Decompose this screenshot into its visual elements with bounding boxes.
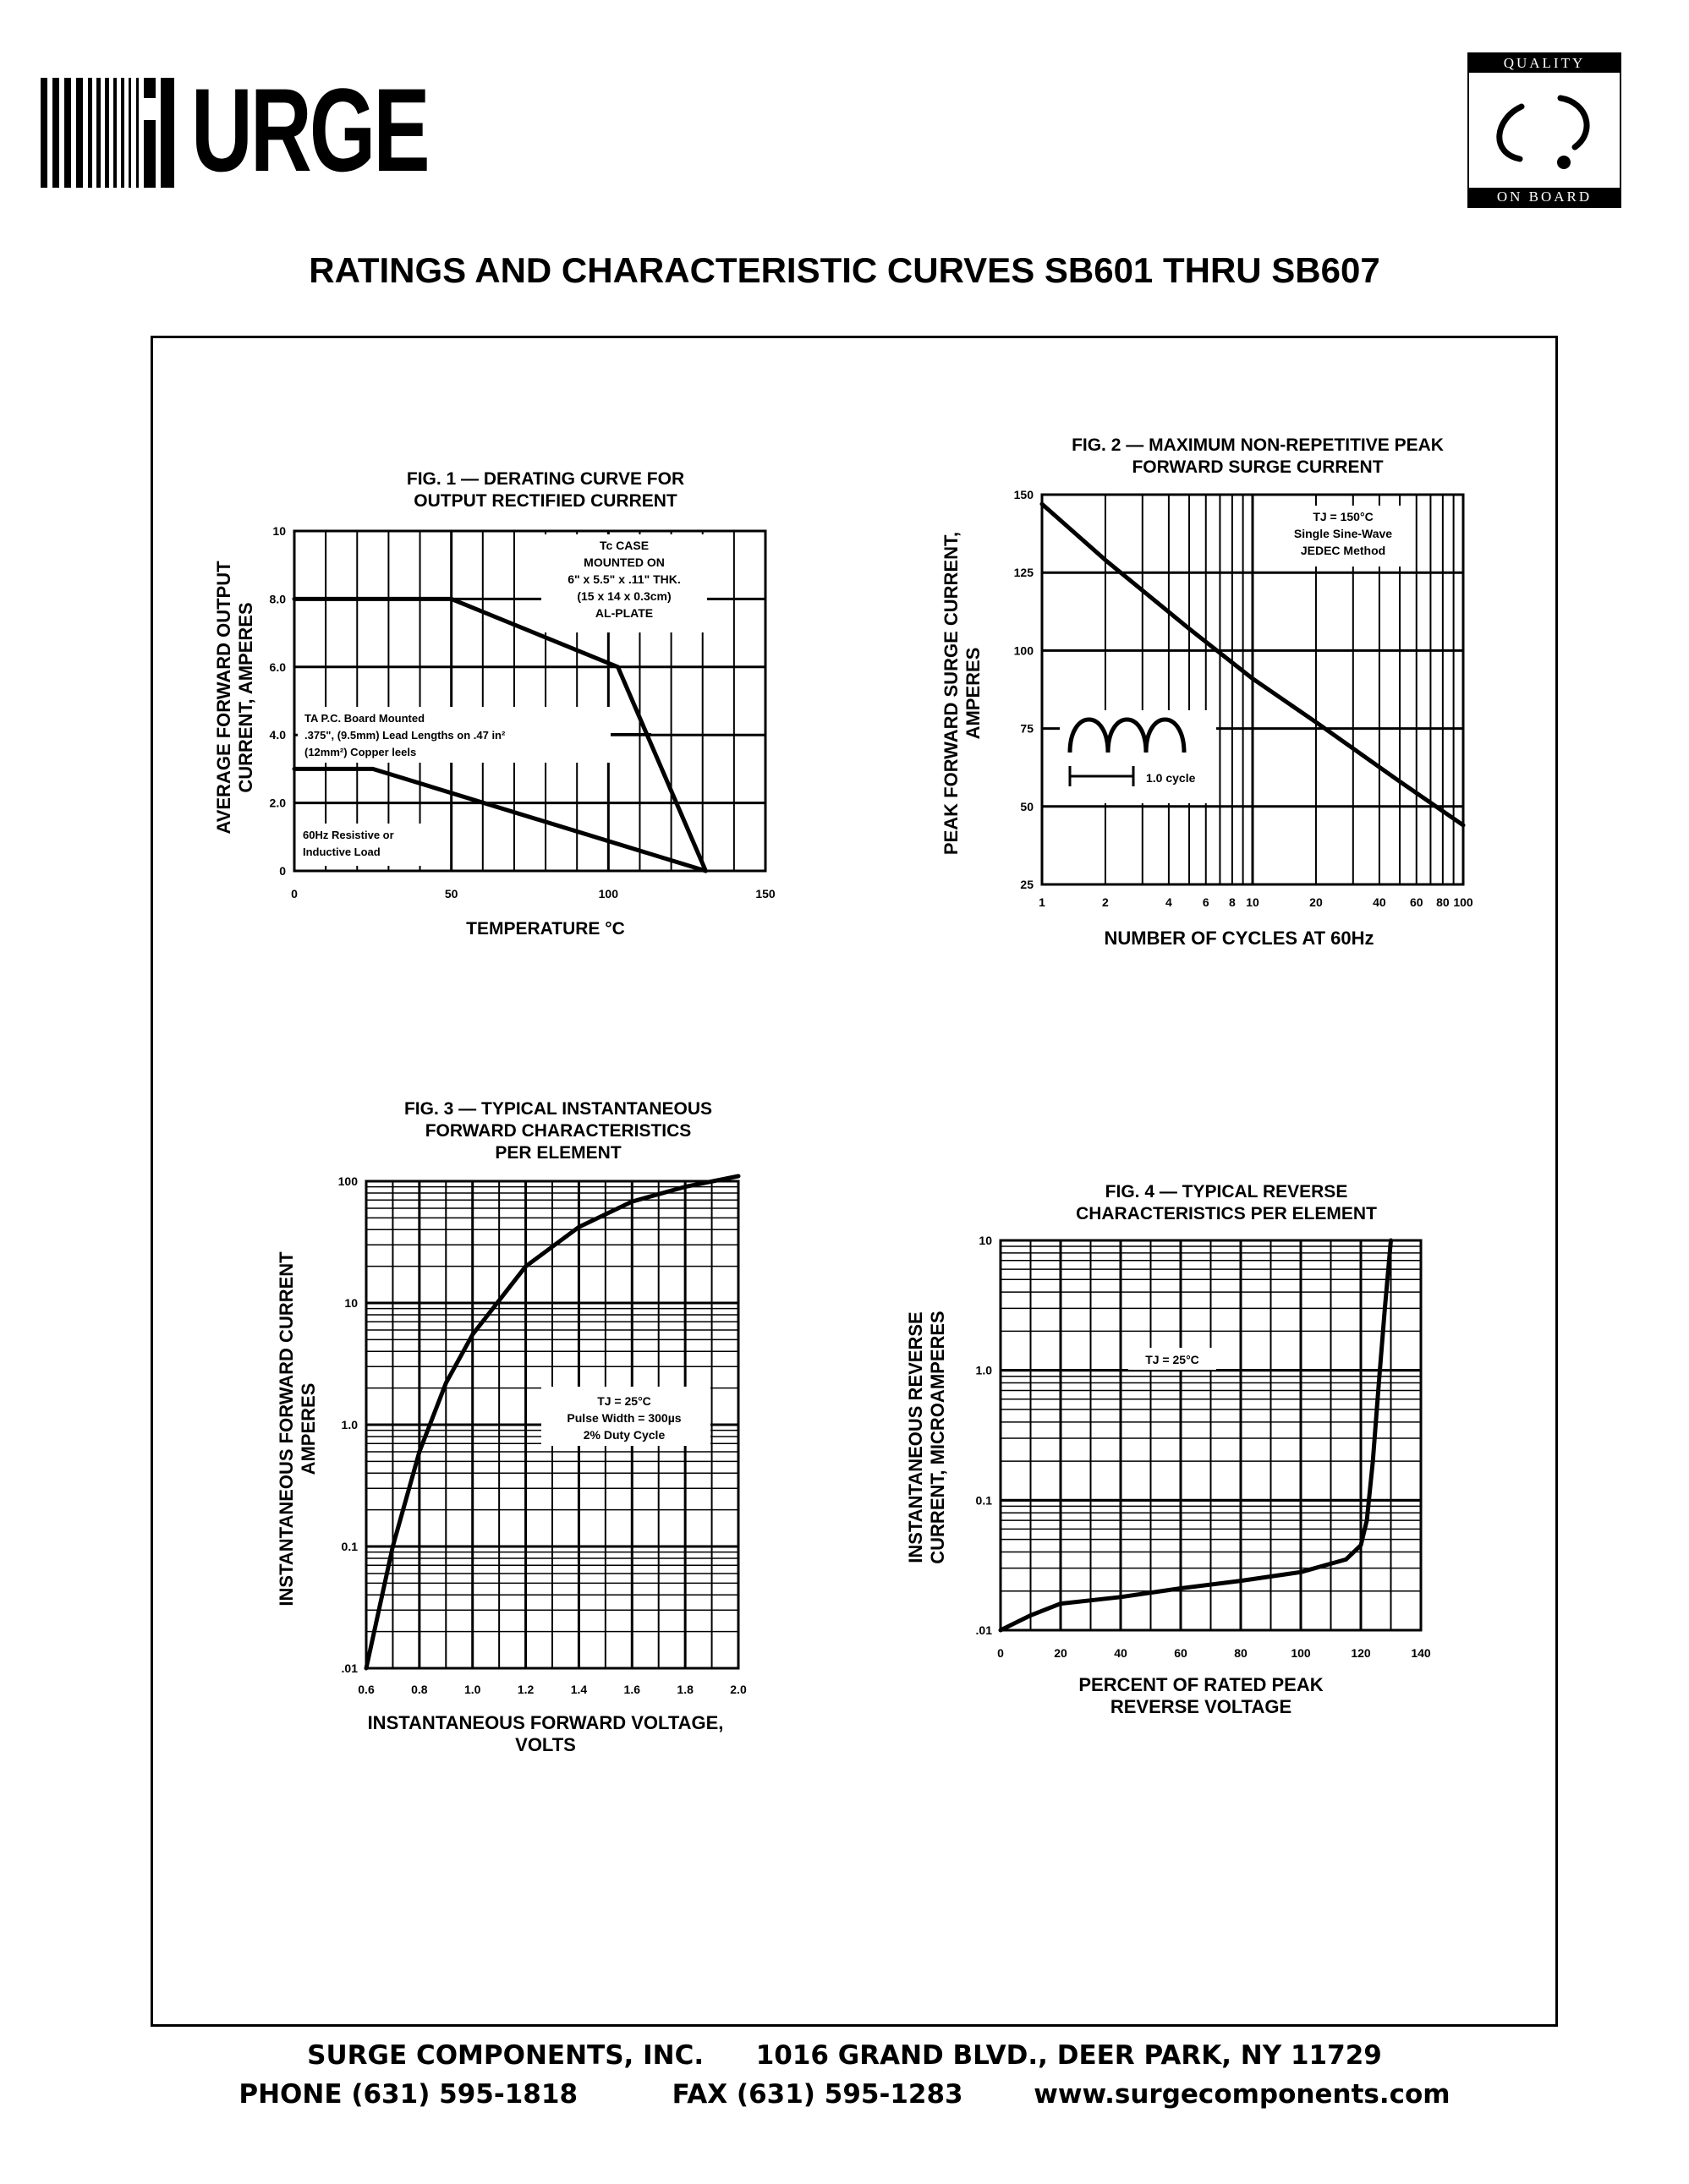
fig4-y-tick-label: 0.1 <box>975 1493 992 1508</box>
fig4-x-tick-label: 140 <box>1411 1646 1431 1660</box>
fig4-x-tick-label: 20 <box>1054 1646 1067 1660</box>
fig4-y-axis-label: CURRENT, MICROAMPERES <box>927 1311 948 1564</box>
fig2-annotation-text: JEDEC Method <box>1300 544 1386 557</box>
fig3-annotation-text: TJ = 25°C <box>597 1394 651 1408</box>
fig3-x-axis-label: VOLTS <box>515 1734 576 1755</box>
footer-website[interactable]: www.surgecomponents.com <box>1034 2079 1450 2110</box>
fig2-x-tick-label: 1 <box>1039 895 1045 909</box>
fig3-y-tick-label: 100 <box>337 1174 358 1188</box>
fig3-x-tick-label: 1.4 <box>570 1683 588 1696</box>
fig2-x-tick-label: 8 <box>1228 895 1236 909</box>
fig2-x-tick-label: 10 <box>1246 895 1259 909</box>
fig1-y-tick-label: 2.0 <box>269 796 286 810</box>
fig2-annotation-text: Single Sine-Wave <box>1293 527 1393 540</box>
fig2-annotation-text: TJ = 150°C <box>1313 510 1374 523</box>
footer-phone: PHONE (631) 595-1818 <box>239 2079 579 2110</box>
fig3-x-tick-label: 1.2 <box>517 1683 535 1696</box>
fig2-y-tick-label: 100 <box>1013 643 1034 658</box>
fig4-x-tick-label: 120 <box>1351 1646 1371 1660</box>
fig4-x-tick-label: 40 <box>1114 1646 1127 1660</box>
quality-on-board-badge <box>1467 52 1621 208</box>
footer-address: 1016 GRAND BLVD., DEER PARK, NY 11729 <box>755 2040 1382 2071</box>
fig1-annotation-text: 6" x 5.5" x .11" THK. <box>568 572 681 586</box>
fig2-title-line: FORWARD SURGE CURRENT <box>1132 457 1384 477</box>
fig2-y-tick-label: 150 <box>1013 488 1034 501</box>
quality-mark-icon <box>1469 73 1620 188</box>
fig4-title-line: FIG. 4 — TYPICAL REVERSE <box>1105 1182 1348 1201</box>
fig2-title-line: FIG. 2 — MAXIMUM NON-REPETITIVE PEAK <box>1072 435 1444 455</box>
fig3-y-tick-label: 1.0 <box>341 1418 358 1431</box>
fig3-annotation-text: 2% Duty Cycle <box>583 1428 666 1442</box>
fig1-annotation-text: TA P.C. Board Mounted <box>304 712 425 725</box>
fig4-y-tick-label: 10 <box>979 1234 992 1247</box>
fig3-y-tick-label: 10 <box>344 1296 358 1310</box>
fig4-x-tick-label: 0 <box>997 1646 1004 1660</box>
fig4-annotation-text: TJ = 25°C <box>1145 1353 1199 1366</box>
fig3-x-tick-label: 1.6 <box>623 1683 641 1696</box>
footer-line-1 <box>0 2040 1689 2071</box>
fig3-x-axis-label: INSTANTANEOUS FORWARD VOLTAGE, <box>367 1712 724 1733</box>
fig2-x-tick-label: 80 <box>1436 895 1450 909</box>
fig4-x-tick-label: 100 <box>1291 1646 1311 1660</box>
fig4-y-tick-label: 1.0 <box>975 1363 992 1377</box>
surge-logo <box>41 63 428 196</box>
fig3-x-tick-label: 1.0 <box>463 1683 481 1696</box>
fig1-annotation-text: (15 x 14 x 0.3cm) <box>577 589 672 603</box>
quality-label: QUALITY <box>1469 54 1620 73</box>
fig4-y-axis-label: INSTANTANEOUS REVERSE <box>905 1311 926 1563</box>
fig1-annotation-text: .375", (9.5mm) Lead Lengths on .47 in² <box>304 729 506 742</box>
on-board-label: ON BOARD <box>1469 188 1620 206</box>
fig1-x-tick-label: 50 <box>444 887 458 900</box>
fig3-annotation-text: Pulse Width = 300µs <box>567 1411 682 1425</box>
fig4-series-line <box>1001 1240 1391 1630</box>
fig2-x-tick-label: 100 <box>1453 895 1473 909</box>
fig1-x-tick-label: 150 <box>755 887 776 900</box>
fig2-x-tick-label: 6 <box>1202 895 1209 909</box>
fig4-title-line: CHARACTERISTICS PER ELEMENT <box>1076 1204 1377 1223</box>
fig2-y-axis-label: AMPERES <box>962 647 984 740</box>
fig1-x-tick-label: 0 <box>291 887 298 900</box>
fig1-annotation-text: Inductive Load <box>303 846 381 858</box>
fig3-y-tick-label: .01 <box>341 1661 358 1675</box>
fig2-x-tick-label: 2 <box>1102 895 1109 909</box>
fig1-title-line: OUTPUT RECTIFIED CURRENT <box>414 491 677 511</box>
fig2-x-axis-label: NUMBER OF CYCLES AT 60Hz <box>1104 928 1374 949</box>
fig1-y-tick-label: 8.0 <box>269 592 286 606</box>
fig4-x-tick-label: 80 <box>1234 1646 1248 1660</box>
fig1-annotation-text: (12mm²) Copper leels <box>304 746 417 758</box>
fig3-y-axis-label: INSTANTANEOUS FORWARD CURRENT <box>276 1251 297 1607</box>
fig3-x-tick-label: 0.8 <box>411 1683 428 1696</box>
fig1-y-axis-label: CURRENT, AMPERES <box>235 602 256 793</box>
fig2-x-tick-label: 4 <box>1165 895 1172 909</box>
fig2-x-tick-label: 60 <box>1409 895 1423 909</box>
fig1-x-tick-label: 100 <box>598 887 619 900</box>
fig1-y-tick-label: 6.0 <box>269 660 286 674</box>
fig4-y-tick-label: .01 <box>975 1623 992 1637</box>
fig4-reverse-characteristics-chart <box>897 1167 1505 1725</box>
fig4-x-tick-label: 60 <box>1174 1646 1187 1660</box>
fig2-y-tick-label: 50 <box>1020 799 1034 813</box>
fig1-y-tick-label: 10 <box>272 524 286 538</box>
fig3-x-tick-label: 2.0 <box>730 1683 747 1696</box>
fig2-annotation-text: 1.0 cycle <box>1146 771 1196 785</box>
fig1-derating-chart <box>203 440 812 947</box>
fig1-annotation-text: MOUNTED ON <box>584 556 665 569</box>
fig2-surge-current-chart <box>930 423 1522 964</box>
fig2-y-axis-label: PEAK FORWARD SURGE CURRENT, <box>940 531 962 856</box>
fig3-y-axis-label: AMPERES <box>298 1382 319 1475</box>
footer-company: SURGE COMPONENTS, INC. <box>307 2040 705 2071</box>
fig1-annotation-text: 60Hz Resistive or <box>303 829 394 841</box>
fig1-y-tick-label: 0 <box>279 864 286 878</box>
logo-stripes <box>41 78 176 188</box>
fig1-y-tick-label: 4.0 <box>269 728 286 742</box>
footer-fax: FAX (631) 595-1283 <box>672 2079 963 2110</box>
footer-line-2 <box>0 2079 1689 2110</box>
fig1-annotation-text: Tc CASE <box>599 539 650 552</box>
fig2-x-tick-label: 40 <box>1373 895 1386 909</box>
fig3-title-line: FIG. 3 — TYPICAL INSTANTANEOUS <box>403 1099 713 1119</box>
fig3-title-line: FORWARD CHARACTERISTICS <box>425 1121 692 1141</box>
fig3-x-tick-label: 0.6 <box>358 1683 375 1696</box>
fig3-forward-characteristics-chart <box>262 1091 787 1767</box>
page-title: RATINGS AND CHARACTERISTIC CURVES SB601 THRU SB607 <box>309 250 1380 290</box>
fig3-y-tick-label: 0.1 <box>341 1540 358 1553</box>
fig4-x-axis-label: REVERSE VOLTAGE <box>1110 1696 1292 1717</box>
fig1-y-axis-label: AVERAGE FORWARD OUTPUT <box>213 561 234 835</box>
fig3-x-tick-label: 1.8 <box>677 1683 694 1696</box>
fig2-x-tick-label: 20 <box>1309 895 1323 909</box>
fig1-annotation-text: AL-PLATE <box>595 606 654 620</box>
fig2-y-tick-label: 75 <box>1020 721 1034 736</box>
fig4-x-axis-label: PERCENT OF RATED PEAK <box>1078 1674 1324 1695</box>
fig2-y-tick-label: 25 <box>1020 878 1034 891</box>
logo-wordmark: URGE <box>191 63 428 196</box>
fig1-x-axis-label: TEMPERATURE °C <box>466 919 625 939</box>
fig3-title-line: PER ELEMENT <box>495 1143 622 1163</box>
fig1-title-line: FIG. 1 — DERATING CURVE FOR <box>406 469 685 489</box>
fig2-y-tick-label: 125 <box>1013 566 1034 580</box>
